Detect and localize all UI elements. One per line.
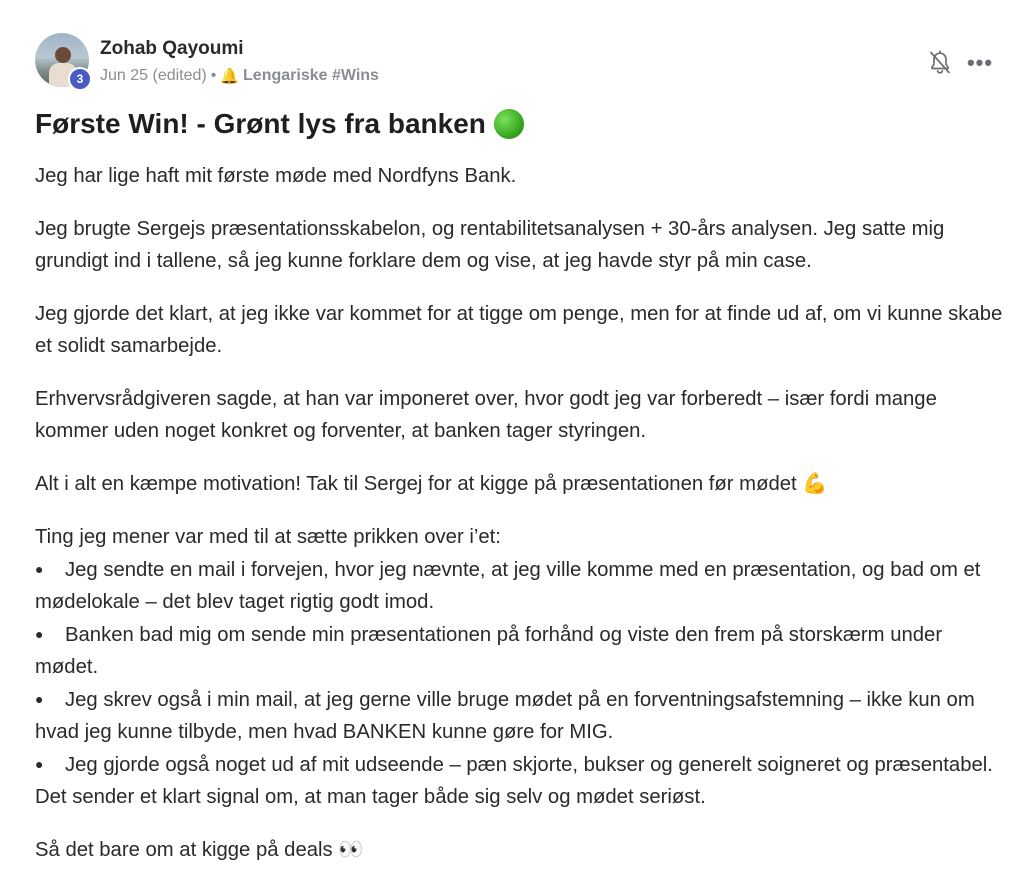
list-item: [35, 618, 1003, 683]
author-avatar[interactable]: [35, 33, 91, 89]
list-section: [35, 521, 1003, 813]
post-header: [35, 33, 1000, 93]
author-name[interactable]: Zohab Qayoumi: [100, 38, 244, 59]
green-circle-icon: [494, 109, 524, 139]
notifications-off-button[interactable]: [920, 47, 960, 79]
list-intro: Ting jeg mener var med til at sætte prikken over i’et:: [35, 526, 501, 548]
paragraph: Alt i alt en kæmpe motivation! Tak til Sergej for at kigge på præsentationen før mødet 💪: [35, 473, 828, 495]
post-title: [35, 108, 524, 140]
closing-paragraph: Så det bare om at kigge på deals 👀: [35, 839, 364, 861]
bullet-icon: ●: [35, 691, 44, 707]
bell-off-icon: [928, 50, 952, 76]
post-title-text: Første Win! - Grønt lys fra banken: [35, 108, 486, 139]
post-meta: [100, 67, 379, 85]
paragraph: Jeg har lige haft mit første møde med Nordfyns Bank.: [35, 165, 517, 187]
meta-separator: •: [210, 67, 217, 84]
list-item: [35, 553, 1003, 618]
bullet-icon: ●: [35, 756, 44, 772]
category-link[interactable]: Lengariske #Wins: [243, 67, 379, 84]
avatar-head-shape: [55, 47, 71, 63]
paragraph: Jeg gjorde det klart, at jeg ikke var kommet for at tigge om penge, men for at finde ud af, om vi kunne skabe et solidt samarbejde.: [35, 303, 1003, 357]
list-item-text: Jeg skrev også i min mail, at jeg gerne ville bruge mødet på en forventningsafstemning – ikke kun om hvad jeg kunne tilbyde, men hvad BANKEN kunne gøre for MIG.: [35, 689, 975, 743]
level-badge: 3: [68, 67, 92, 91]
list-item: [35, 748, 1003, 813]
list-item-text: Jeg gjorde også noget ud af mit udseende – pæn skjorte, bukser og generelt soigneret og præsentabel. Det sender et klart signal om, at man tager både sig selv og mødet seriøst.: [35, 754, 993, 808]
paragraph: Erhvervsrådgiveren sagde, at han var imponeret over, hvor godt jeg var forberedt – især fordi mange kommer uden noget konkret og forventer, at banken tager styringen.: [35, 388, 937, 442]
bullet-icon: ●: [35, 626, 44, 642]
bullet-icon: ●: [35, 561, 44, 577]
post-date[interactable]: Jun 25 (edited): [100, 67, 207, 84]
list-item: [35, 683, 1003, 748]
post-actions: [920, 47, 1000, 79]
post-body: [35, 160, 1003, 887]
paragraph: Jeg brugte Sergejs præsentationsskabelon, og rentabilitetsanalysen + 30-års analysen. Jeg satte mig grundigt ind i tallene, så jeg kunne forklare dem og vise, at jeg havde styr på min case.: [35, 218, 945, 272]
more-options-button[interactable]: [960, 47, 1000, 79]
list-item-text: Banken bad mig om sende min præsentationen på forhånd og viste den frem på storskærm under mødet.: [35, 624, 943, 678]
more-icon: •••: [966, 50, 994, 75]
list-item-text: Jeg sendte en mail i forvejen, hvor jeg nævnte, at jeg ville komme med en præsentation, og bad om et mødelokale – det blev taget rigtig godt imod.: [35, 559, 981, 613]
category-bell-icon: 🔔: [220, 67, 240, 85]
